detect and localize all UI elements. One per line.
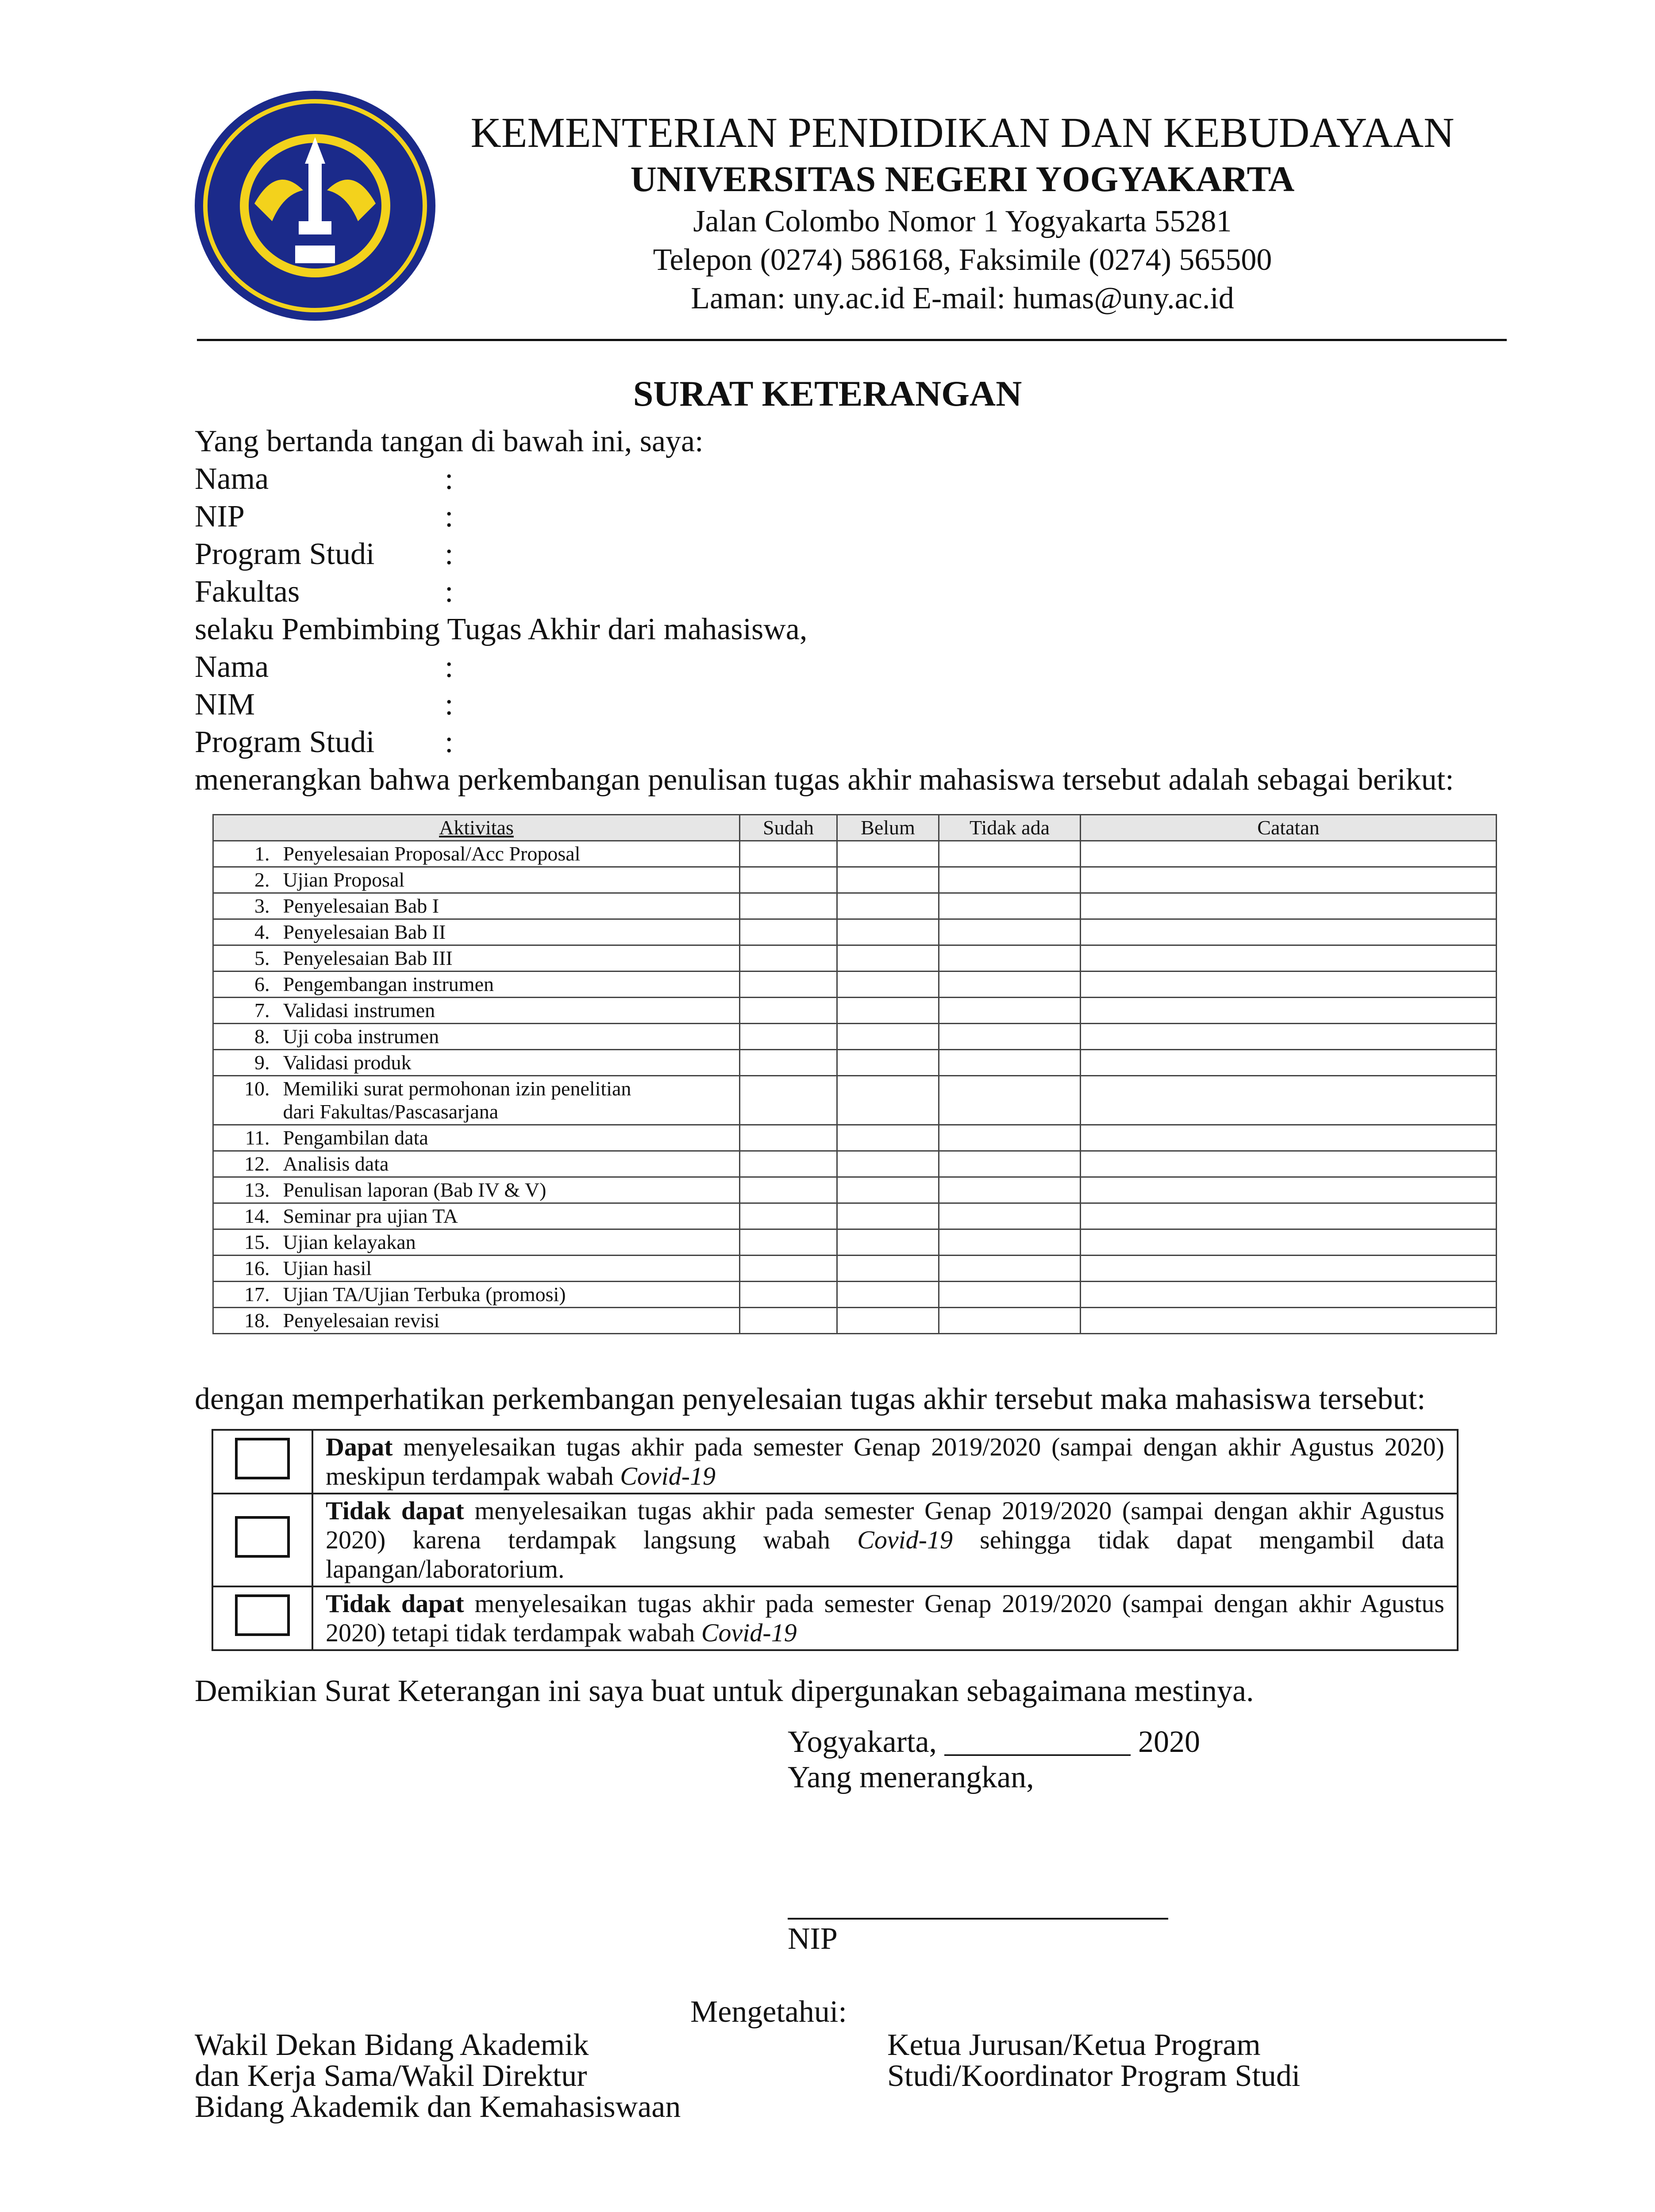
table-row [213,1050,1497,1076]
belum-cell[interactable] [837,1050,939,1076]
signature-line [788,1918,1168,1920]
table-row [213,1125,1497,1151]
row-number: 2. [213,867,280,893]
field-separator: : [445,725,454,759]
table-row [213,841,1497,867]
option-checkbox[interactable] [235,1516,290,1558]
tidak-ada-cell[interactable] [939,998,1081,1024]
option-italic: Covid-19 [620,1462,716,1490]
tidak-ada-cell[interactable] [939,1282,1081,1308]
tidak-ada-cell[interactable] [939,972,1081,998]
document-title: SURAT KETERANGAN [633,373,1022,414]
sudah-cell[interactable] [740,998,837,1024]
activity-name: Validasi produk [280,1050,740,1076]
place-date: Yogyakarta, ____________ 2020 [788,1725,1201,1759]
field-separator: : [445,499,454,534]
letterhead-divider [197,339,1507,341]
activity-name: Pengembangan instrumen [280,972,740,998]
row-number: 10. [213,1076,280,1125]
catatan-cell[interactable] [1081,1050,1497,1076]
row-number: 6. [213,972,280,998]
field-separator: : [445,687,454,722]
row-number: 5. [213,945,280,972]
closing-text: Demikian Surat Keterangan ini saya buat untuk dipergunakan sebagaimana mestinya. [195,1674,1254,1708]
sudah-cell[interactable] [740,841,837,867]
option-checkbox-cell [212,1494,312,1586]
option-description [312,1586,1458,1650]
tidak-ada-cell[interactable] [939,1177,1081,1203]
belum-cell[interactable] [837,867,939,893]
activity-name: Penyelesaian Proposal/Acc Proposal [280,841,740,867]
tidak-ada-cell[interactable] [939,893,1081,919]
option-checkbox[interactable] [235,1438,290,1479]
catatan-cell[interactable] [1081,1125,1497,1151]
option-checkbox-cell [212,1586,312,1650]
belum-cell[interactable] [837,1024,939,1050]
column-header: Aktivitas [213,815,740,841]
option-text: menyelesaikan tugas akhir pada semester Genap 2019/2020 (sampai dengan akhir Agustus 2020) karena terdampak langsung wabah [326,1496,1445,1554]
belum-cell[interactable] [837,998,939,1024]
row-number: 17. [213,1282,280,1308]
belum-cell[interactable] [837,893,939,919]
table-header-row [213,815,1497,841]
left-official-title: dan Kerja Sama/Wakil Direktur [195,2059,587,2093]
column-header: Catatan [1081,815,1497,841]
row-number: 1. [213,841,280,867]
field-label: Nama [195,650,269,684]
conclusion-intro-text: dengan memperhatikan perkembangan penyelesaian tugas akhir tersebut maka mahasiswa tersebut: [195,1382,1426,1416]
activity-table [212,814,1497,1334]
tidak-ada-cell[interactable] [939,1024,1081,1050]
field-label: Nama [195,462,269,496]
belum-cell[interactable] [837,1177,939,1203]
option-row [212,1494,1458,1586]
field-label: NIP [195,499,245,534]
row-number: 8. [213,1024,280,1050]
university-name: UNIVERSITAS NEGERI YOGYAKARTA [630,159,1295,199]
activity-name: Penyelesaian revisi [280,1308,740,1334]
option-row [212,1586,1458,1650]
row-number: 18. [213,1308,280,1334]
tidak-ada-cell[interactable] [939,1203,1081,1229]
option-italic: Covid-19 [701,1618,797,1647]
sudah-cell[interactable] [740,1076,837,1125]
catatan-cell[interactable] [1081,1076,1497,1125]
field-separator: : [445,537,454,571]
option-checkbox-cell [212,1430,312,1494]
belum-cell[interactable] [837,1076,939,1125]
tidak-ada-cell[interactable] [939,841,1081,867]
row-number: 4. [213,919,280,945]
belum-cell[interactable] [837,972,939,998]
row-number: 14. [213,1203,280,1229]
catatan-cell[interactable] [1081,1308,1497,1334]
sudah-cell[interactable] [740,867,837,893]
field-label: NIM [195,687,255,722]
table-row [213,1076,1497,1125]
university-logo [192,73,511,323]
activity-name: Ujian hasil [280,1256,740,1282]
phone-line: Telepon (0274) 586168, Faksimile (0274) 565500 [653,243,1272,277]
intro-text: Yang bertanda tangan di bawah ini, saya: [195,424,704,458]
option-verdict: Tidak dapat [326,1589,464,1618]
belum-cell[interactable] [837,919,939,945]
catatan-cell[interactable] [1081,893,1497,919]
sudah-cell[interactable] [740,1308,837,1334]
signatory-nip: NIP [788,1922,838,1956]
tidak-ada-cell[interactable] [939,1125,1081,1151]
option-tail: sehingga tidak dapat mengambil data lapangan/laboratorium. [326,1525,1444,1583]
option-checkbox[interactable] [235,1594,290,1636]
table-row [213,998,1497,1024]
web-email-line: Laman: uny.ac.id E-mail: humas@uny.ac.id [691,281,1234,315]
belum-cell[interactable] [837,1308,939,1334]
tidak-ada-cell[interactable] [939,1151,1081,1177]
signatory-role: Yang menerangkan, [788,1760,1034,1794]
catatan-cell[interactable] [1081,1151,1497,1177]
row-number: 9. [213,1050,280,1076]
catatan-cell[interactable] [1081,945,1497,972]
belum-cell[interactable] [837,1203,939,1229]
address-line: Jalan Colombo Nomor 1 Yogyakarta 55281 [693,204,1232,238]
field-separator: : [445,462,454,496]
logo-text: UNIVERSITAS NEGERI YOGYAKARTA [192,73,511,92]
field-label: Program Studi [195,725,375,759]
sudah-cell[interactable] [740,1229,837,1256]
sudah-cell[interactable] [740,972,837,998]
catatan-cell[interactable] [1081,972,1497,998]
catatan-cell[interactable] [1081,1256,1497,1282]
field-separator: : [445,575,454,609]
sudah-cell[interactable] [740,1177,837,1203]
belum-cell[interactable] [837,841,939,867]
sudah-cell[interactable] [740,1024,837,1050]
catatan-cell[interactable] [1081,919,1497,945]
ministry-name: KEMENTERIAN PENDIDIKAN DAN KEBUDAYAAN [470,109,1455,156]
row-number: 3. [213,893,280,919]
table-row [213,1282,1497,1308]
supervisor-role-text: selaku Pembimbing Tugas Akhir dari mahasiswa, [195,612,808,646]
sudah-cell[interactable] [740,1151,837,1177]
sudah-cell[interactable] [740,1050,837,1076]
belum-cell[interactable] [837,1256,939,1282]
activity-name: Ujian TA/Ujian Terbuka (promosi) [280,1282,740,1308]
table-row [213,1256,1497,1282]
activity-name: Penyelesaian Bab I [280,893,740,919]
activity-name: Penulisan laporan (Bab IV & V) [280,1177,740,1203]
table-row [213,1308,1497,1334]
field-label: Fakultas [195,575,300,609]
field-label: Program Studi [195,537,375,571]
catatan-cell[interactable] [1081,867,1497,893]
option-text: menyelesaikan tugas akhir pada semester Genap 2019/2020 (sampai dengan akhir Agustus 2020) meskipun terdampak wabah [326,1432,1444,1490]
catatan-cell[interactable] [1081,1203,1497,1229]
option-italic: Covid-19 [857,1525,953,1554]
tidak-ada-cell[interactable] [939,1308,1081,1334]
table-row [213,972,1497,998]
activity-name: Ujian kelayakan [280,1229,740,1256]
left-official-title: Bidang Akademik dan Kemahasiswaan [195,2090,681,2124]
tidak-ada-cell[interactable] [939,1229,1081,1256]
sudah-cell[interactable] [740,1256,837,1282]
row-number: 7. [213,998,280,1024]
sudah-cell[interactable] [740,893,837,919]
table-row [213,893,1497,919]
activity-name: Analisis data [280,1151,740,1177]
tidak-ada-cell[interactable] [939,945,1081,972]
sudah-cell[interactable] [740,1125,837,1151]
table-row [213,867,1497,893]
acknowledge-label: Mengetahui: [690,1995,847,2029]
catatan-cell[interactable] [1081,1229,1497,1256]
sudah-cell[interactable] [740,1203,837,1229]
column-header: Belum [837,815,939,841]
activity-name: Validasi instrumen [280,998,740,1024]
field-separator: : [445,650,454,684]
row-number: 15. [213,1229,280,1256]
left-official-title: Wakil Dekan Bidang Akademik [195,2028,589,2062]
table-row [213,1229,1497,1256]
belum-cell[interactable] [837,1151,939,1177]
activity-name: Penyelesaian Bab II [280,919,740,945]
right-official-title: Ketua Jurusan/Ketua Program [887,2028,1261,2062]
activity-name: Pengambilan data [280,1125,740,1151]
column-header: Sudah [740,815,837,841]
tidak-ada-cell[interactable] [939,919,1081,945]
row-number: 16. [213,1256,280,1282]
catatan-cell[interactable] [1081,841,1497,867]
option-text: menyelesaikan tugas akhir pada semester Genap 2019/2020 (sampai dengan akhir Agustus 2020) tetapi tidak terdampak wabah [326,1589,1445,1647]
activity-name: Seminar pra ujian TA [280,1203,740,1229]
row-number: 12. [213,1151,280,1177]
option-row [212,1430,1458,1494]
option-verdict: Dapat [326,1432,393,1461]
activity-name [280,1076,740,1125]
catatan-cell[interactable] [1081,1282,1497,1308]
belum-cell[interactable] [837,945,939,972]
belum-cell[interactable] [837,1125,939,1151]
catatan-cell[interactable] [1081,1177,1497,1203]
tidak-ada-cell[interactable] [939,1256,1081,1282]
sudah-cell[interactable] [740,1282,837,1308]
table-row [213,945,1497,972]
catatan-cell[interactable] [1081,1024,1497,1050]
tidak-ada-cell[interactable] [939,1050,1081,1076]
belum-cell[interactable] [837,1282,939,1308]
option-description [312,1494,1458,1586]
catatan-cell[interactable] [1081,998,1497,1024]
tidak-ada-cell[interactable] [939,1076,1081,1125]
table-row [213,919,1497,945]
option-description [312,1430,1458,1494]
options-table [212,1429,1459,1651]
option-verdict: Tidak dapat [326,1496,464,1525]
table-row [213,1177,1497,1203]
row-number: 13. [213,1177,280,1203]
column-header: Tidak ada [939,815,1081,841]
activity-name: Penyelesaian Bab III [280,945,740,972]
table-row [213,1024,1497,1050]
activity-name: Uji coba instrumen [280,1024,740,1050]
belum-cell[interactable] [837,1229,939,1256]
right-official-title: Studi/Koordinator Program Studi [887,2059,1301,2093]
row-number: 11. [213,1125,280,1151]
activity-name-line: dari Fakultas/Pascasarjana [283,1100,499,1123]
sudah-cell[interactable] [740,945,837,972]
table-row [213,1151,1497,1177]
activity-name-line: Memiliki surat permohonan izin penelitian [283,1077,631,1100]
tidak-ada-cell[interactable] [939,867,1081,893]
sudah-cell[interactable] [740,919,837,945]
table-row [213,1203,1497,1229]
progress-intro-text: menerangkan bahwa perkembangan penulisan tugas akhir mahasiswa tersebut adalah sebagai berikut: [195,763,1454,797]
activity-name: Ujian Proposal [280,867,740,893]
